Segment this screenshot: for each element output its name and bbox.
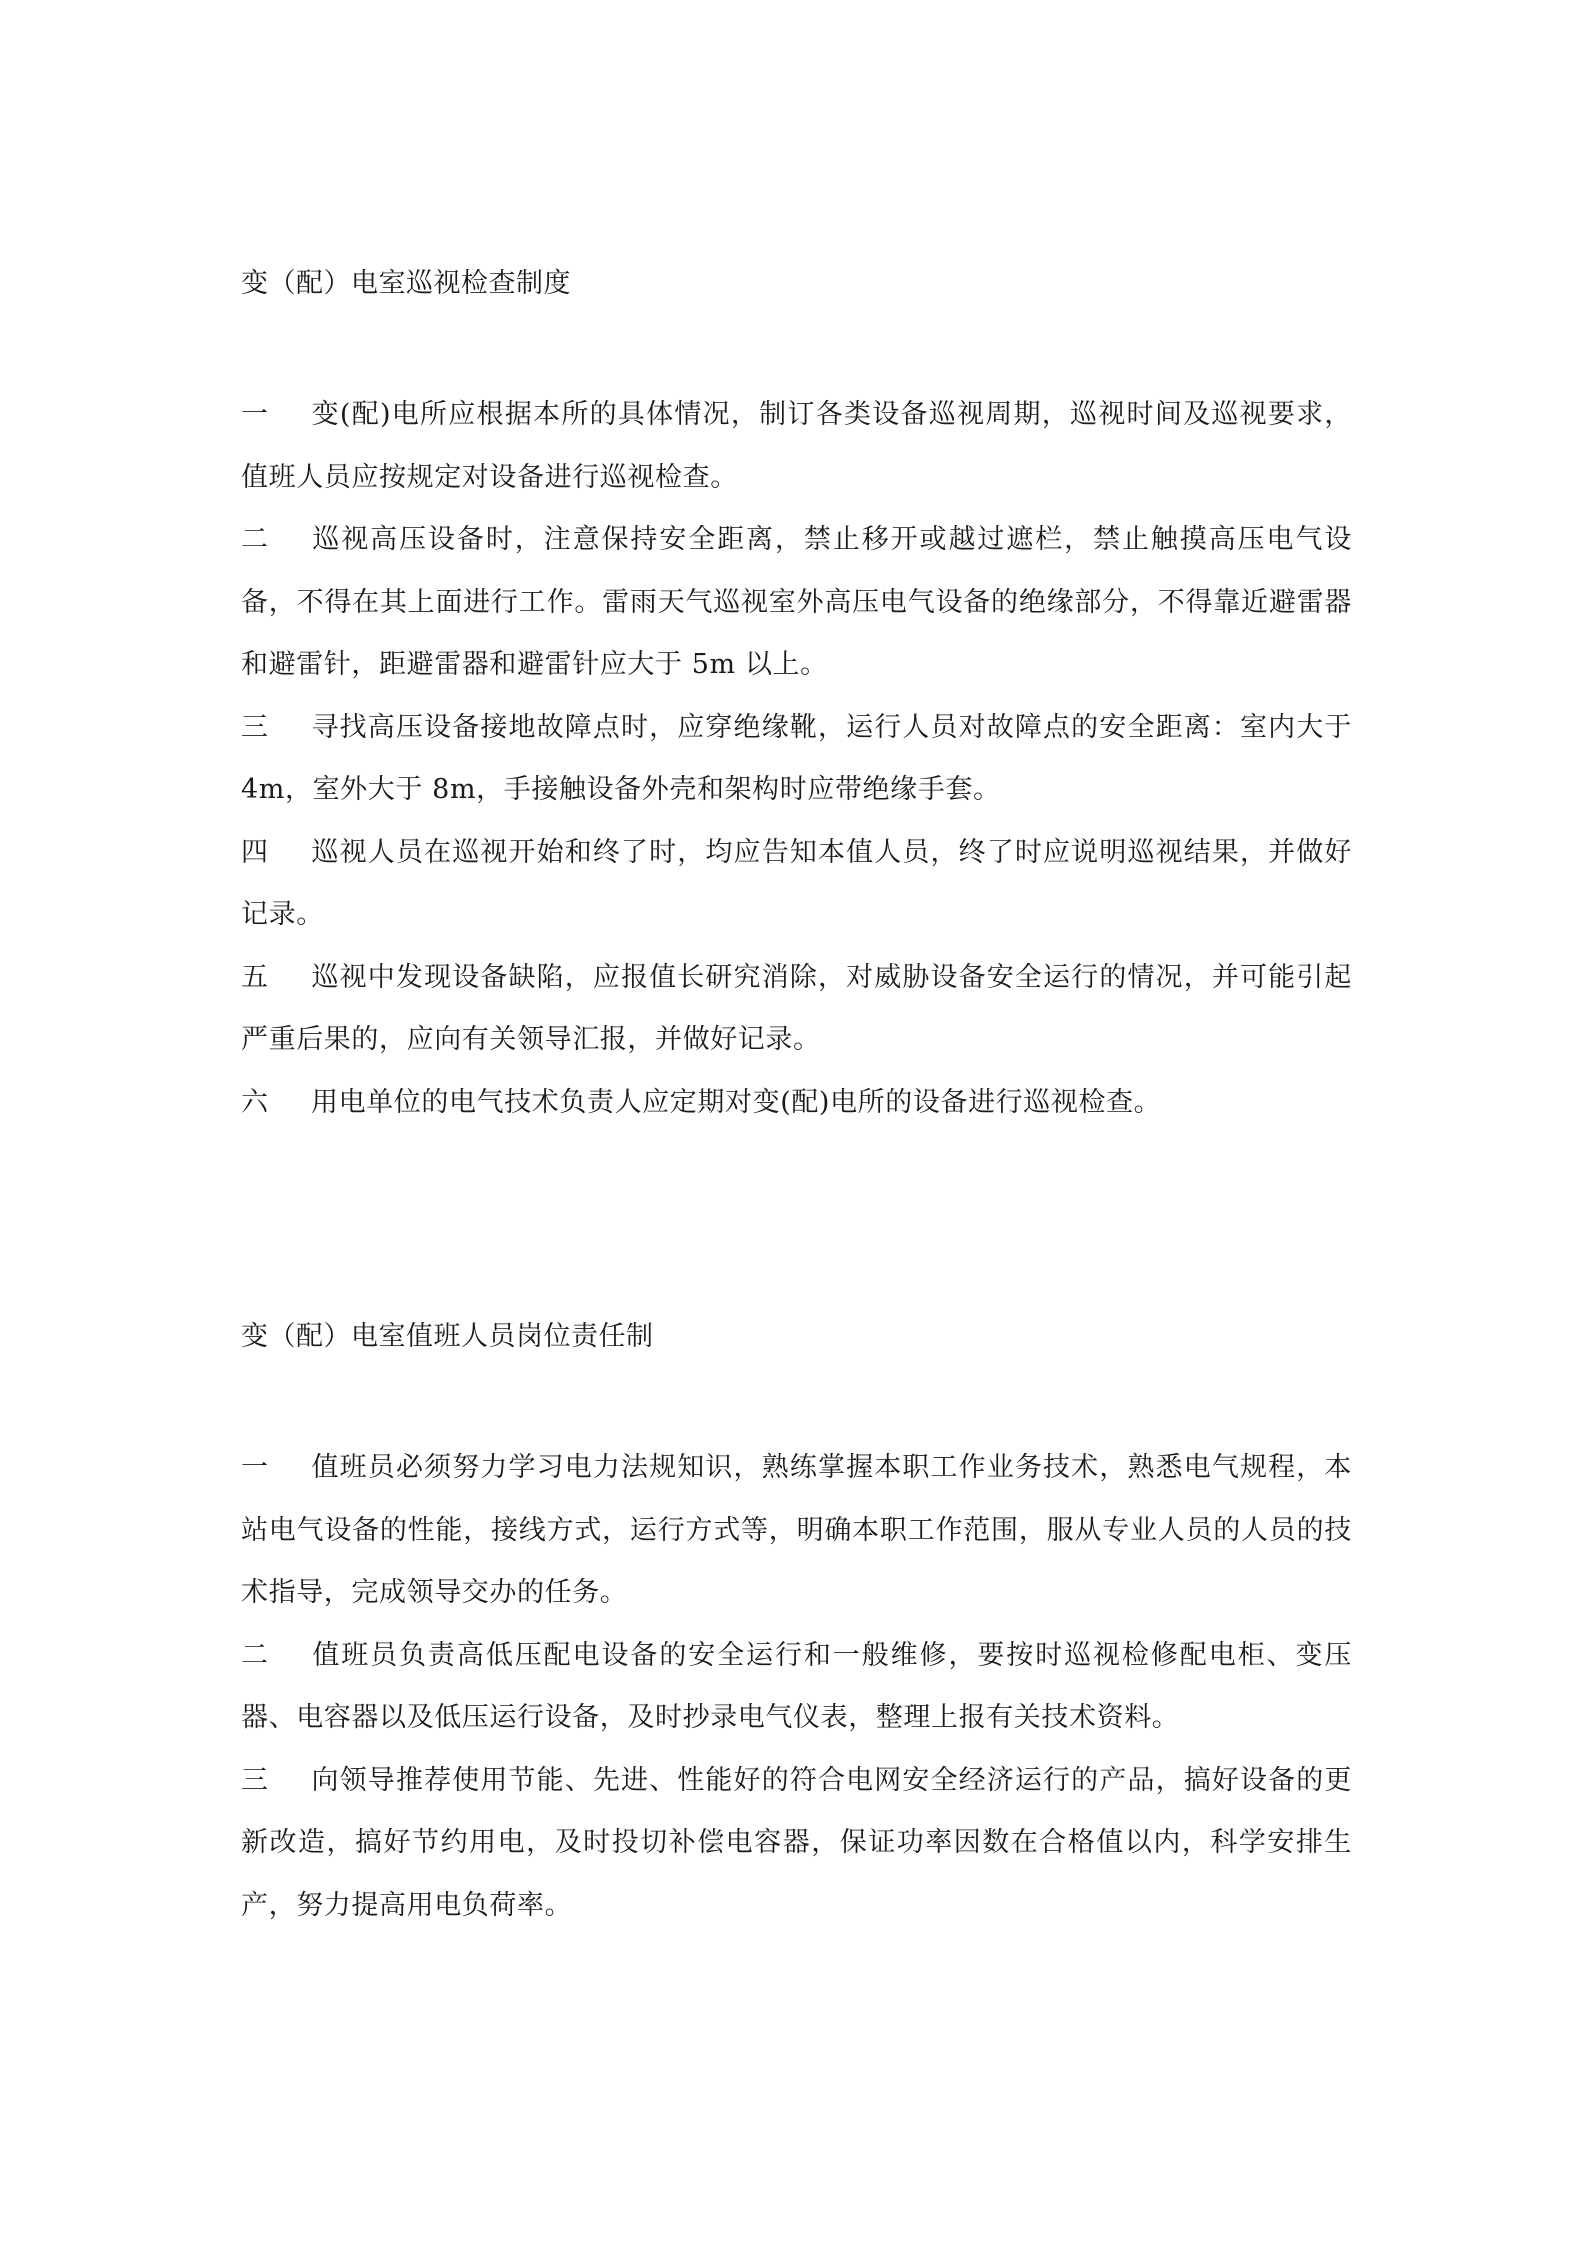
list-item [241,947,1352,1072]
item-text: 寻找高压设备接地故障点时，应穿绝缘靴，运行人员对故障点的安全距离：室内大于 4m，室外大于 8m，手接触设备外壳和架构时应带绝缘手套。 [241,711,1352,805]
item-number: 二 [241,1639,269,1671]
item-text: 向领导推荐使用节能、先进、性能好的符合电网安全经济运行的产品，搞好设备的更新改造，搞好节约用电，及时投切补偿电容器，保证功率因数在合格值以内，科学安排生产，努力提高用电负荷率。 [241,1764,1352,1921]
list-item [241,509,1352,697]
item-number: 三 [241,711,269,743]
item-text: 巡视人员在巡视开始和终了时，均应告知本值人员，终了时应说明巡视结果，并做好记录。 [241,836,1352,930]
item-number: 二 [241,524,269,555]
item-number: 六 [241,1086,269,1118]
item-text: 用电单位的电气技术负责人应定期对变(配)电所的设备进行巡视检查。 [311,1086,1162,1118]
item-text: 巡视中发现设备缺陷，应报值长研究消除，对威胁设备安全运行的情况，并可能引起严重后果的，应向有关领导汇报，并做好记录。 [241,961,1352,1055]
list-item [241,822,1352,947]
item-text: 巡视高压设备时，注意保持安全距离，禁止移开或越过遮栏，禁止触摸高压电气设备，不得在其上面进行工作。雷雨天气巡视室外高压电气设备的绝缘部分，不得靠近避雷器和避雷针，距避雷器和避雷针应大于 5m 以上。 [241,524,1352,680]
list-item [241,384,1352,509]
section-title: 变（配）电室值班人员岗位责任制 [241,1321,654,1352]
item-text: 变(配)电所应根据本所的具体情况，制订各类设备巡视周期，巡视时间及巡视要求，值班人员应按规定对设备进行巡视检查。 [241,399,1352,493]
list-item [241,1625,1352,1750]
item-number: 一 [241,399,269,430]
section-duty-responsibilities [241,1315,1352,1937]
item-number: 四 [241,836,269,868]
list-item [241,1750,1352,1938]
list-item [241,1072,1352,1135]
section-title: 变（配）电室巡视检查制度 [241,268,571,299]
item-text: 值班员必须努力学习电力法规知识，熟练掌握本职工作业务技术，熟悉电气规程，本站电气设备的性能，接线方式，运行方式等，明确本职工作范围，服从专业人员的人员的技术指导，完成领导交办的任务。 [241,1452,1352,1608]
item-list [241,1437,1352,1937]
item-text: 值班员负责高低压配电设备的安全运行和一般维修，要按时巡视检修配电柜、变压器、电容器以及低压运行设备，及时抄录电气仪表，整理上报有关技术资料。 [241,1639,1352,1733]
item-number: 五 [241,961,269,993]
item-number: 一 [241,1452,269,1483]
item-number: 三 [241,1764,269,1796]
section-inspection-rules [241,262,1352,1134]
list-item [241,697,1352,822]
list-item [241,1437,1352,1625]
item-list [241,384,1352,1134]
